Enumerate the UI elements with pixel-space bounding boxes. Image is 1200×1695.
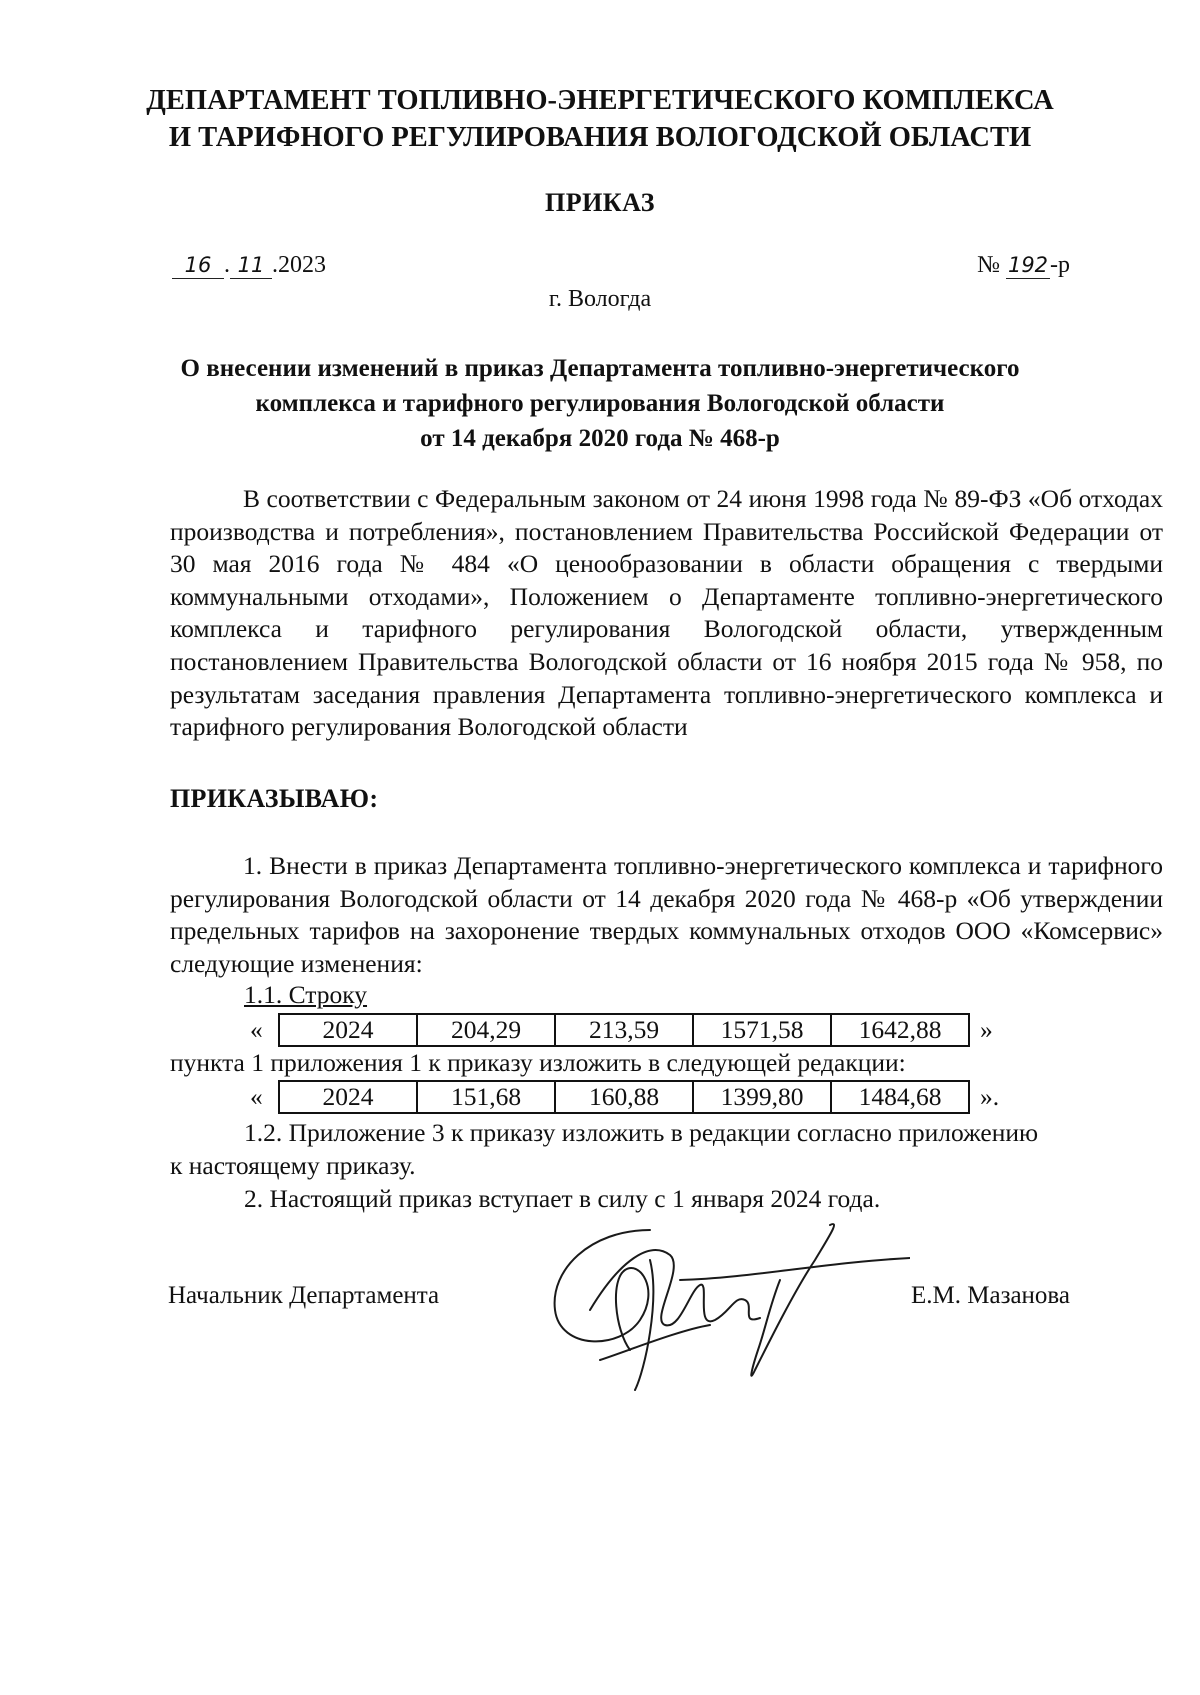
item-1-paragraph: 1. Внести в приказ Департамента топливно-энергетического комплекса и тарифного регулирования Вологодской области от 14 декабря 2020 года № 468-р «Об утверждении предельных тарифов на захоронение твердых коммунальных отходов ООО «Комсервис» следующие изменения: [170,851,1163,978]
old-cell-1: 204,29 [417,1014,555,1046]
item-1-1-label: 1.1. Строку [244,980,368,1009]
department-line-2: И ТАРИФНОГО РЕГУЛИРОВАНИЯ ВОЛОГОДСКОЙ ОБЛАСТИ [168,122,1032,153]
orders-heading: ПРИКАЗЫВАЮ: [170,784,379,813]
preamble-paragraph: В соответствии с Федеральным законом от 24 июня 1998 года № 89-ФЗ «Об отходах производства и потребления», постановлением Правительства Российской Федерации от 30 мая 2016 года № 484 «О ценообразовании в области обращения с твердыми коммунальными отходами», Положением о Департаменте топливно-энергетического комплекса и тарифного регулирования Вологодской области, утвержденным постановлением Правительства Вологодской области от 16 ноября 2015 года № 958, по результатам заседания правления Департамента топливно-энергетического комплекса и тарифного регулирования Вологодской области [170,484,1163,742]
item-1-2-line-2: к настоящему приказу. [170,1151,416,1180]
new-cell-year: 2024 [279,1081,417,1113]
replace-line: пункта 1 приложения 1 к приказу изложить в следующей редакции: [170,1048,906,1077]
new-cell-4: 1484,68 [831,1081,969,1113]
preamble-block [170,483,1163,744]
new-cell-1: 151,68 [417,1081,555,1113]
old-cell-year: 2024 [279,1014,417,1046]
new-tariff-table [278,1080,970,1114]
subject-line-3: от 14 декабря 2020 года № 468-р [420,425,780,452]
department-heading [0,82,1200,156]
quote-open: « [250,1015,263,1044]
old-cell-4: 1642,88 [831,1014,969,1046]
order-number [977,252,1070,279]
item-1-block [170,850,1163,980]
department-line-1: ДЕПАРТАМЕНТ ТОПЛИВНО-ЭНЕРГЕТИЧЕСКОГО КОМПЛЕКСА [146,85,1054,116]
order-subject [0,351,1200,456]
number-suffix: -р [1050,252,1070,278]
quote-close-dot: ». [980,1082,1000,1111]
new-tariff-row [250,1080,1008,1114]
subject-line-1: О внесении изменений в приказ Департамента топливно-энергетического [180,355,1020,382]
item-2: 2. Настоящий приказ вступает в силу с 1 января 2024 года. [244,1184,881,1213]
date-month: 11 [230,252,272,279]
new-cell-2: 160,88 [555,1081,693,1113]
city: г. Вологда [548,286,652,312]
subject-line-2: комплекса и тарифного регулирования Вологодской области [255,390,945,417]
old-tariff-row [250,1013,1008,1047]
item-1-2-line-1: 1.2. Приложение 3 к приказу изложить в редакции согласно приложению [244,1118,1039,1147]
old-cell-3: 1571,58 [693,1014,831,1046]
signatory-title: Начальник Департамента [168,1282,440,1309]
quote-open-new: « [250,1082,263,1111]
number-value: 192 [1007,253,1049,277]
signatory-name: Е.М. Мазанова [911,1282,1070,1309]
date-year: .2023 [272,252,326,278]
document-type: ПРИКАЗ [544,188,656,217]
order-date: 16 . 11 .2023 [172,252,326,279]
old-tariff-table [278,1013,970,1047]
old-cell-2: 213,59 [555,1014,693,1046]
date-day: 16 [172,252,224,279]
quote-close: » [980,1015,993,1044]
number-prefix: № [977,252,1000,278]
new-cell-3: 1399,80 [693,1081,831,1113]
handwritten-signature [530,1200,910,1400]
